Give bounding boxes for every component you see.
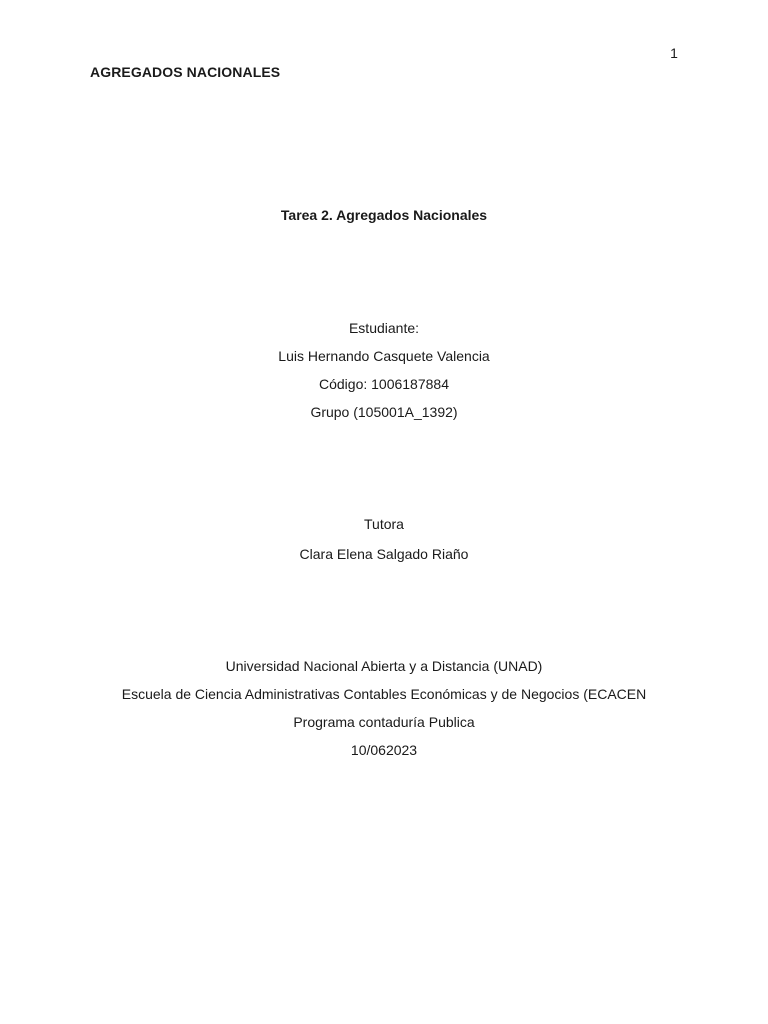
- student-name: Luis Hernando Casquete Valencia: [278, 348, 490, 364]
- tutor-name: Clara Elena Salgado Riaño: [299, 546, 469, 562]
- student-code: Código: 1006187884: [318, 376, 449, 392]
- submission-date: 10/062023: [350, 742, 418, 758]
- student-group: Grupo (105001A_1392): [310, 404, 458, 420]
- page-number: 1: [670, 45, 678, 61]
- school-name: Escuela de Ciencia Administrativas Contables Económicas y de Negocios (ECACEN: [121, 686, 647, 702]
- program-name: Programa contaduría Publica: [293, 714, 475, 730]
- running-head: AGREGADOS NACIONALES: [90, 64, 281, 80]
- tutor-label: Tutora: [364, 516, 404, 532]
- student-label: Estudiante:: [348, 320, 420, 336]
- document-title: Tarea 2. Agregados Nacionales: [280, 207, 488, 223]
- university-name: Universidad Nacional Abierta y a Distancia (UNAD): [225, 658, 543, 674]
